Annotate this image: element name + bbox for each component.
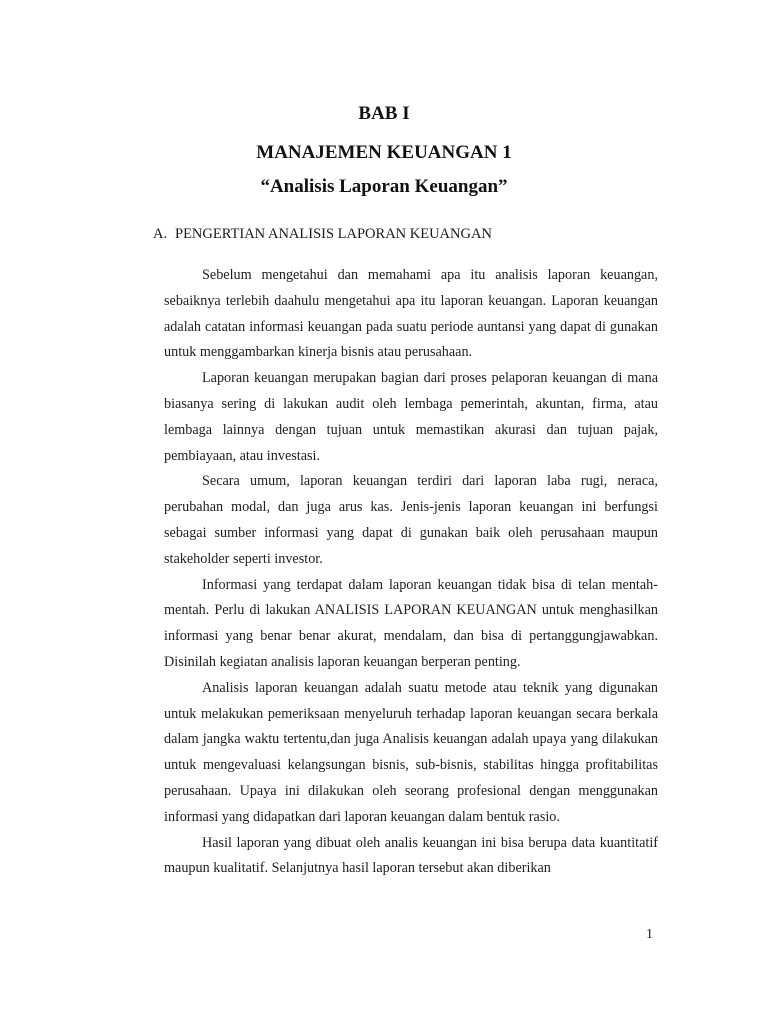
section-title: PENGERTIAN ANALISIS LAPORAN KEUANGAN — [175, 226, 492, 242]
document-subtitle: “Analisis Laporan Keuangan” — [260, 176, 508, 197]
chapter-heading: BAB I — [358, 103, 410, 124]
paragraph: Hasil laporan yang dibuat oleh analis keuangan ini bisa berupa data kuantitatif maupun kualitatif. Selanjutnya hasil laporan tersebut akan diberikan — [164, 834, 658, 877]
section-marker: A. — [153, 226, 168, 242]
paragraph: Secara umum, laporan keuangan terdiri dari laporan laba rugi, neraca, perubahan modal, dan juga arus kas. Jenis-jenis laporan keuangan ini berfungsi sebagai sumber informasi yang dapat di gunakan baik oleh perusahaan maupun stakeholder seperti investor. — [164, 473, 658, 567]
body-text — [164, 263, 658, 882]
document-title: MANAJEMEN KEUANGAN 1 — [256, 142, 512, 163]
paragraph: Informasi yang terdapat dalam laporan keuangan tidak bisa di telan mentah-mentah. Perlu di lakukan ANALISIS LAPORAN KEUANGAN untuk menghasilkan informasi yang benar benar akurat, mendalam, dan bisa di pertanggungjawabkan. Disinilah kegiatan analisis laporan keuangan berperan penting. — [164, 576, 658, 670]
paragraph: Laporan keuangan merupakan bagian dari proses pelaporan keuangan di mana biasanya sering di lakukan audit oleh lembaga pemerintah, akuntan, firma, atau lembaga lainnya dengan tujuan untuk memastikan akurasi dan tujuan pajak, pembiayaan, atau investasi. — [164, 370, 658, 464]
page-number: 1 — [646, 927, 653, 942]
paragraph: Analisis laporan keuangan adalah suatu metode atau teknik yang digunakan untuk melakukan pemeriksaan menyeluruh terhadap laporan keuangan secara berkala dalam jangka waktu tertentu,dan juga Analisis keuangan adalah upaya yang dilakukan untuk mengevaluasi kelangsungan bisnis, sub-bisnis, stabilitas hingga profitabilitas perusahaan. Upaya ini dilakukan oleh seorang profesional dengan menggunakan informasi yang didapatkan dari laporan keuangan dalam bentuk rasio. — [164, 679, 658, 825]
section-heading — [153, 226, 492, 243]
paragraph: Sebelum mengetahui dan memahami apa itu analisis laporan keuangan, sebaiknya terlebih daahulu mengetahui apa itu laporan keuangan. Laporan keuangan adalah catatan informasi keuangan pada suatu periode auntansi yang dapat di gunakan untuk menggambarkan kinerja bisnis atau perusahaan. — [164, 267, 658, 361]
